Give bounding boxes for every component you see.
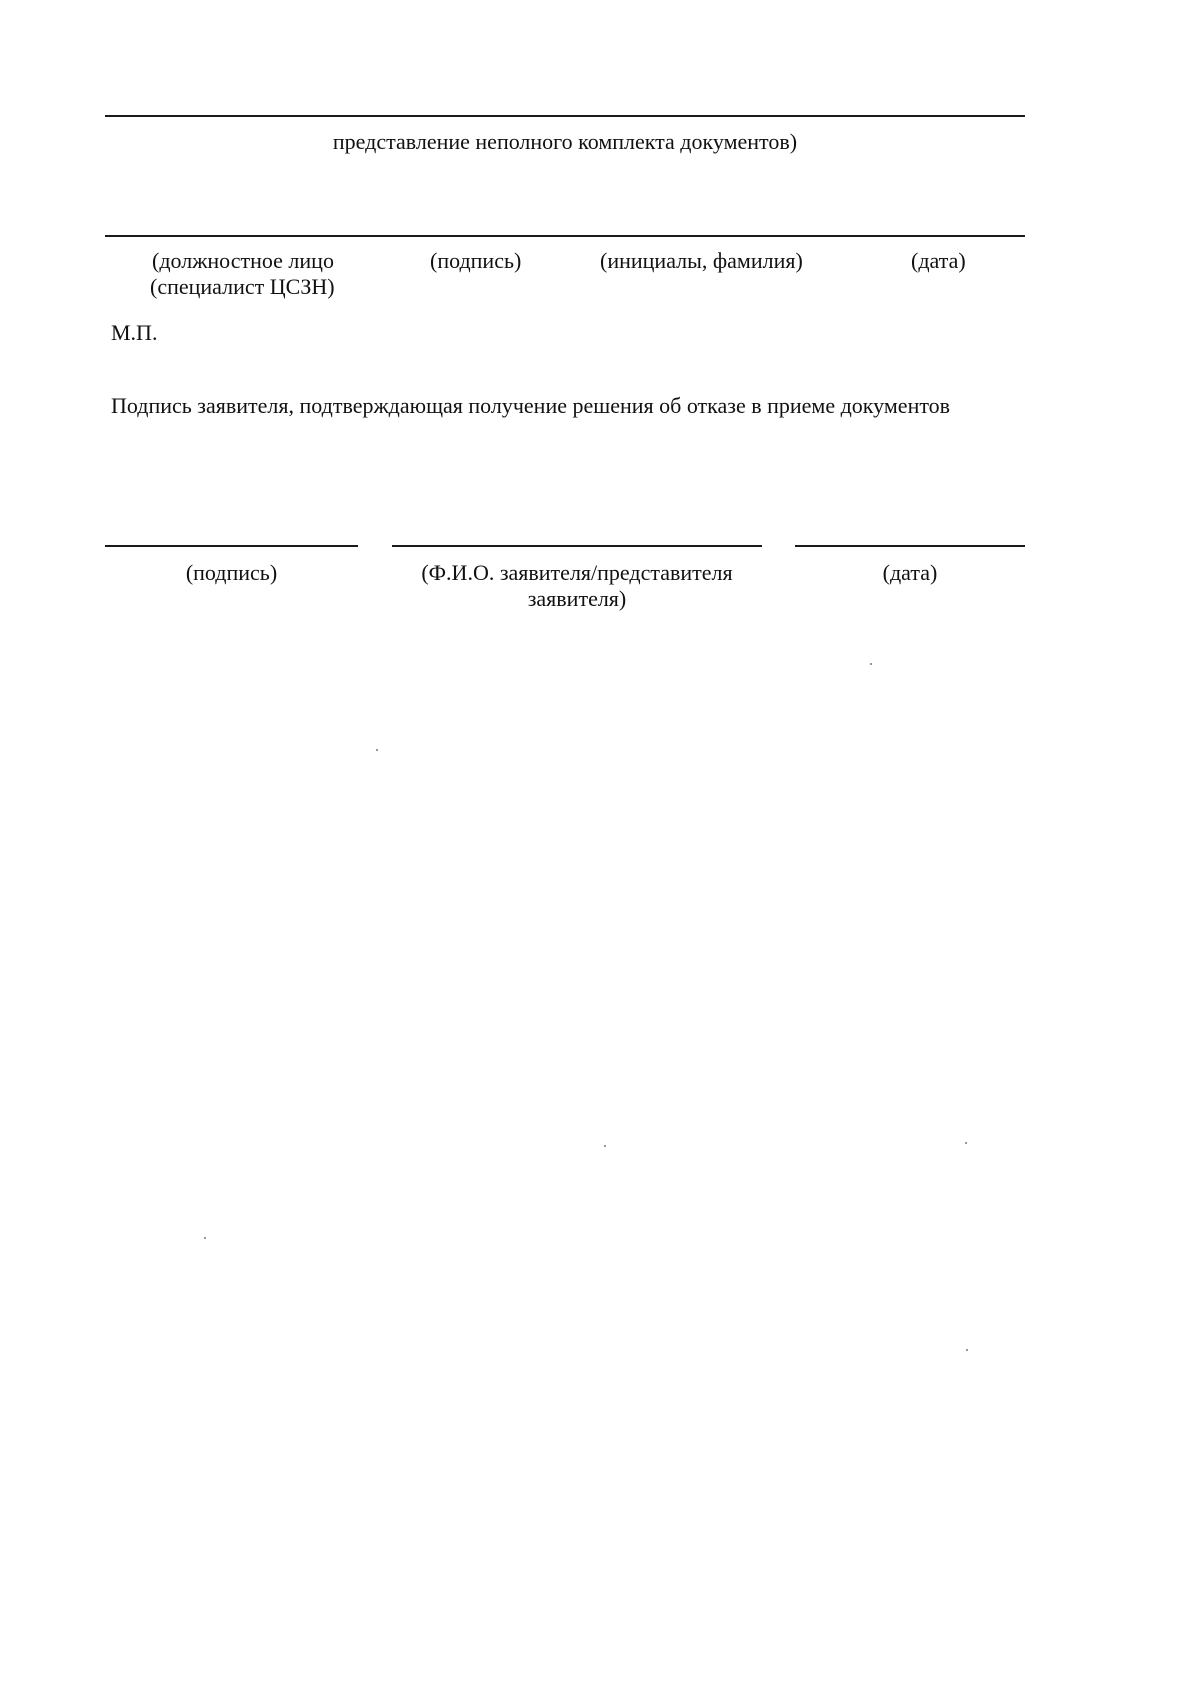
official-name-caption: (инициалы, фамилия) bbox=[600, 248, 803, 273]
applicant-confirmation-paragraph: Подпись заявителя, подтверждающая получение решения об отказе в приеме документов bbox=[111, 393, 951, 418]
top-line-caption: представление неполного комплекта документов) bbox=[332, 129, 798, 154]
scan-speck bbox=[604, 1145, 606, 1147]
stamp-place-label: М.П. bbox=[111, 320, 158, 345]
official-signature-caption: (подпись) bbox=[430, 248, 522, 273]
applicant-name-caption-line1: (Ф.И.О. заявителя/представителя bbox=[421, 560, 733, 585]
applicant-name-line bbox=[392, 545, 762, 547]
applicant-signature-caption: (подпись) bbox=[185, 560, 278, 585]
scan-speck bbox=[870, 663, 872, 665]
scan-speck bbox=[965, 1142, 967, 1144]
official-position-caption-line1: (должностное лицо bbox=[152, 248, 334, 273]
applicant-date-caption: (дата) bbox=[882, 560, 938, 585]
scan-speck bbox=[966, 1349, 968, 1351]
applicant-date-line bbox=[795, 545, 1025, 547]
scan-speck bbox=[376, 749, 378, 751]
scan-speck bbox=[204, 1237, 206, 1239]
official-signature-line bbox=[105, 235, 1025, 237]
applicant-signature-line bbox=[105, 545, 358, 547]
applicant-name-caption-line2: заявителя) bbox=[527, 586, 627, 611]
official-position-caption-line2: (специалист ЦСЗН) bbox=[150, 274, 335, 299]
top-divider-line bbox=[105, 115, 1025, 117]
official-date-caption: (дата) bbox=[911, 248, 966, 273]
